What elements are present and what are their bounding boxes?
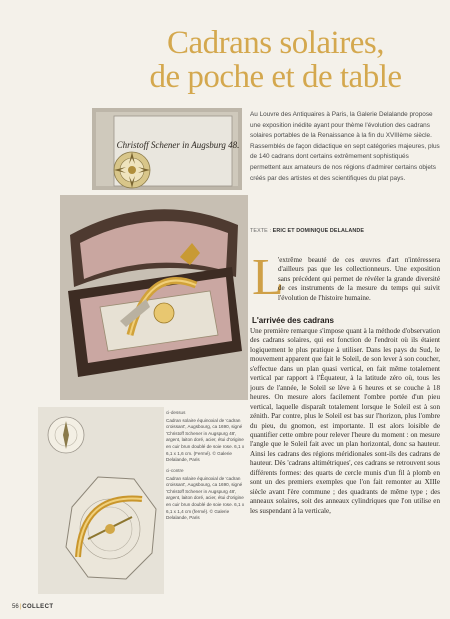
caption-tag: ci-contre [166, 468, 184, 473]
body-paragraph: Une première remarque s'impose quant à la méthode d'observation des cadrans solaires, qui est fonction de l'endroit où ils étaient logiquement le plus pratique à utiliser. Dans les pays du Sud, le mouvement apparent que fait le Soleil, de son lever à son coucher, s'effectue dans un plan quasi vertical, en fait même totalement vertical par rapport à l'Équateur, à la latitude zéro où, tous les jours de l'année, le Soleil se lève à 6 heures et se couche à 18 heures. On mesure alors facilement l'ombre portée d'un pieu vertical, laquelle disparaît totalement lorsque le Soleil est à son zénith. Par contre, plus le Soleil est bas sur l'horizon, plus l'ombre du pieu, du gnomon, est importante. Il est alors loisible de quantifier cette ombre pour relever l'heure du moment : on mesure l'angle que le Soleil fait avec un plan horizontal, donc sa hauteur. Ainsi les cadrans des régions méridionales sont-ils des cadrans de hauteur. Dès 'cadrans altimétriques', ces cadrans se retrouvent sous différents formes: des quarts de cercle munis d'un fil à plomb en sont un des premiers exemples que l'on fait remonter au XIIIe siècle avant l'ère commune ; des quadrants de même type ; des anneaux solaires, soit des anneaux cylindriques que l'on utilise en les suspendant à la verticale, [250, 327, 440, 515]
credit-authors: ERIC ET DOMINIQUE DELALANDE [272, 228, 365, 234]
lead-text: 'extrême beauté de ces œuvres d'art n'intéressera d'ailleurs pas que les collectionneurs. Une exposition sans précédent qui permet de révéler la grande diversité de ces instruments de la mesure du temps qui suivit l'évolution de l'histoire humaine. [278, 256, 440, 302]
engraving-text: Christoff Schener in Augsburg 48. [116, 140, 240, 150]
photo-open-case [60, 195, 248, 400]
body-column [250, 327, 440, 602]
intro-paragraph: Au Louvre des Antiquaires à Paris, la Galerie Delalande propose une exposition inédite ayant pour thème l'évolution des cadrans solaires portables de la Renaissance à la fin du XVIIIème siècle. Rassemblés de façon didactique en sept catégories majeures, plus de 140 cadrans dont certains extrêmement sophistiqués permettent aux amateurs de nos régions d'admirer certains objets créés par des artistes et des scientifiques du plat pays. [250, 111, 440, 182]
caption-text: Cadran solaire équinoxial de 'cadran croissant', Augsbourg, ca 1690, signé 'Christoff Schener in Augspurg 48', argent, laiton doré, acier, étui d'origine en cuir brun doublé de soie rose. 6,1 x 6,1 x 1,6 cm. (Fermé). © Galerie Delalande, Paris [166, 417, 245, 463]
lead-paragraph [250, 256, 440, 303]
drop-cap: L [252, 249, 284, 306]
page-number: 56 [12, 604, 19, 610]
caption-text: Cadran solaire équinoxial de 'cadran croissant', Augsbourg, ca 1690, signé 'Christoff Schener in Augspurg 48', argent, laiton doré, acier, étui d'origine en cuir brun doublé de soie rose. 6,1 x 6,1 x 1,4 cm (fermé). © Galerie Delalande, Paris [166, 475, 245, 521]
credit-label: TEXTE : [250, 228, 273, 234]
author-credit [250, 228, 440, 234]
photo-dial-open [38, 407, 164, 594]
caption-top [166, 410, 248, 464]
title-line-1: Cadrans solaires, [167, 25, 384, 61]
title-line-2: de poche et de table [149, 59, 402, 95]
section-heading: L'arrivée des cadrans [252, 316, 334, 325]
photo-dial-plate [92, 108, 242, 190]
caption-bottom [166, 468, 248, 522]
caption-tag: ci-dessus [166, 410, 186, 415]
footer-separator: | [19, 604, 22, 610]
page-footer [12, 604, 53, 610]
article-title [108, 26, 443, 94]
magazine-name: COLLECT [22, 604, 54, 610]
